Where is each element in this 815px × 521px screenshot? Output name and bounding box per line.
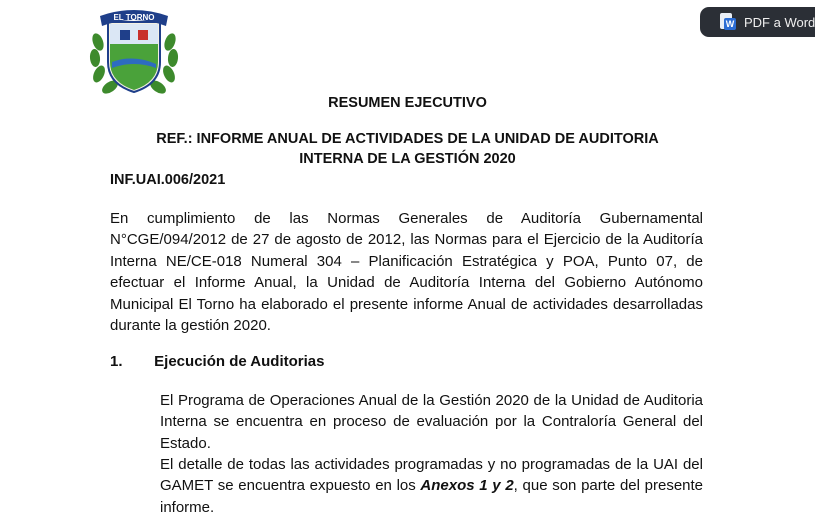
reference-heading: [0, 129, 815, 169]
paragraph-text-end: , que son parte del presente informe.: [160, 477, 704, 516]
word-icon: W: [718, 13, 736, 31]
section-1-heading: [110, 353, 324, 370]
section-title: Ejecución de Auditorias: [154, 353, 325, 370]
pdf-to-word-button[interactable]: [700, 7, 815, 37]
svg-text:EL TORNO: EL TORNO: [113, 13, 155, 22]
section-number: 1.: [110, 353, 123, 370]
section-1-paragraph-1: El Programa de Operaciones Anual de la Gestión 2020 de la Unidad de Auditoria Interna se encuentra en proceso de evaluación por la Contraloría General del Estado.: [160, 392, 703, 452]
pdf-to-word-label: PDF a Word: [744, 14, 815, 30]
section-1-paragraph-2: [160, 454, 703, 518]
paragraph-text-start: El detalle de todas las actividades programadas y no programadas de la UAI del GAMET se encuentra expuesto en los: [160, 456, 703, 495]
reference-line-1: REF.: INFORME ANUAL DE ACTIVIDADES DE LA UNIDAD DE AUDITORIA: [156, 131, 659, 147]
annex-reference: Anexos 1 y 2: [420, 477, 514, 495]
municipal-crest-logo: [86, 2, 182, 100]
report-code: INF.UAI.006/2021: [110, 172, 226, 188]
document-title: RESUMEN EJECUTIVO: [328, 95, 487, 111]
intro-paragraph: En cumplimiento de las Normas Generales de Auditoría Gubernamental N°CGE/094/2012 de 27 de agosto de 2012, las Normas para el Ejercicio de la Auditoría Interna NE/CE-018 Numeral 304 – Planificación Estratégica y POA, Punto 07, de efectuar el Informe Anual, la Unidad de Auditoría Interna del Gobierno Autónomo Municipal El Torno ha elaborado el presente informe Anual de actividades desarrolladas durante la gestión 2020.: [110, 210, 703, 335]
reference-line-2: INTERNA DE LA GESTIÓN 2020: [299, 151, 516, 167]
